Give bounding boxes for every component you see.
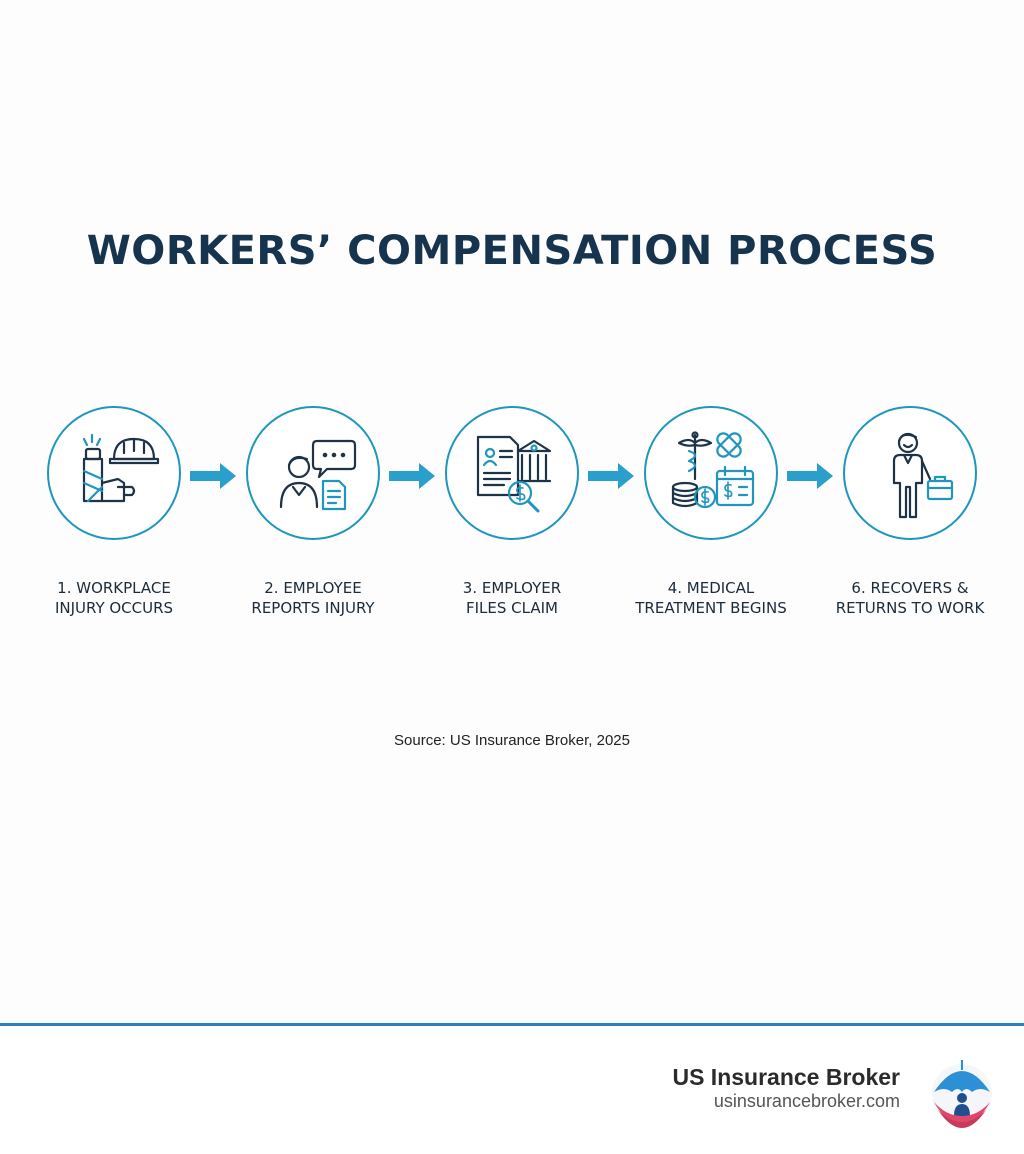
step-4-label-line2: TREATMENT BEGINS (635, 599, 787, 617)
step-3-circle (445, 406, 579, 540)
step-1 (47, 406, 181, 540)
step-2-label (213, 578, 413, 618)
step-4-label-line1: 4. MEDICAL (667, 579, 755, 597)
employee-speech-document-icon (261, 421, 365, 525)
diagram-title: WORKERS’ COMPENSATION PROCESS (86, 228, 938, 274)
arrow-4-to-6 (787, 462, 835, 490)
step-1-label-line1: 1. WORKPLACE (57, 579, 171, 597)
step-6-circle (843, 406, 977, 540)
step-2-label-line2: REPORTS INJURY (251, 599, 375, 617)
claim-form-bank-icon (460, 421, 564, 525)
step-6-label (810, 578, 1010, 618)
step-3-label-line1: 3. EMPLOYER (462, 579, 562, 597)
brand-url[interactable]: usinsurancebroker.com (713, 1091, 900, 1111)
brand-logo-icon (922, 1052, 1002, 1132)
step-4 (644, 406, 778, 540)
step-6-label-line1: 6. RECOVERS & (851, 579, 969, 597)
step-1-circle (47, 406, 181, 540)
step-1-label (14, 578, 214, 618)
step-6 (843, 406, 977, 540)
step-3 (445, 406, 579, 540)
arrow-1-to-2 (190, 462, 238, 490)
step-2 (246, 406, 380, 540)
step-4-label (611, 578, 811, 618)
caduceus-bandage-coins-icon (659, 421, 763, 525)
arrow-3-to-4 (588, 462, 636, 490)
worker-briefcase-icon (858, 421, 962, 525)
step-2-circle (246, 406, 380, 540)
step-3-label-line2: FILES CLAIM (466, 599, 558, 617)
step-4-circle (644, 406, 778, 540)
brand-name: US Insurance Broker (672, 1064, 900, 1090)
step-2-label-line1: 2. EMPLOYEE (264, 579, 362, 597)
step-3-label (412, 578, 612, 618)
source-note: Source: US Insurance Broker, 2025 (394, 732, 630, 749)
step-1-label-line2: INJURY OCCURS (54, 599, 174, 617)
arrow-2-to-3 (389, 462, 437, 490)
injury-helmet-icon (62, 421, 166, 525)
step-6-label-line2: RETURNS TO WORK (835, 599, 985, 617)
